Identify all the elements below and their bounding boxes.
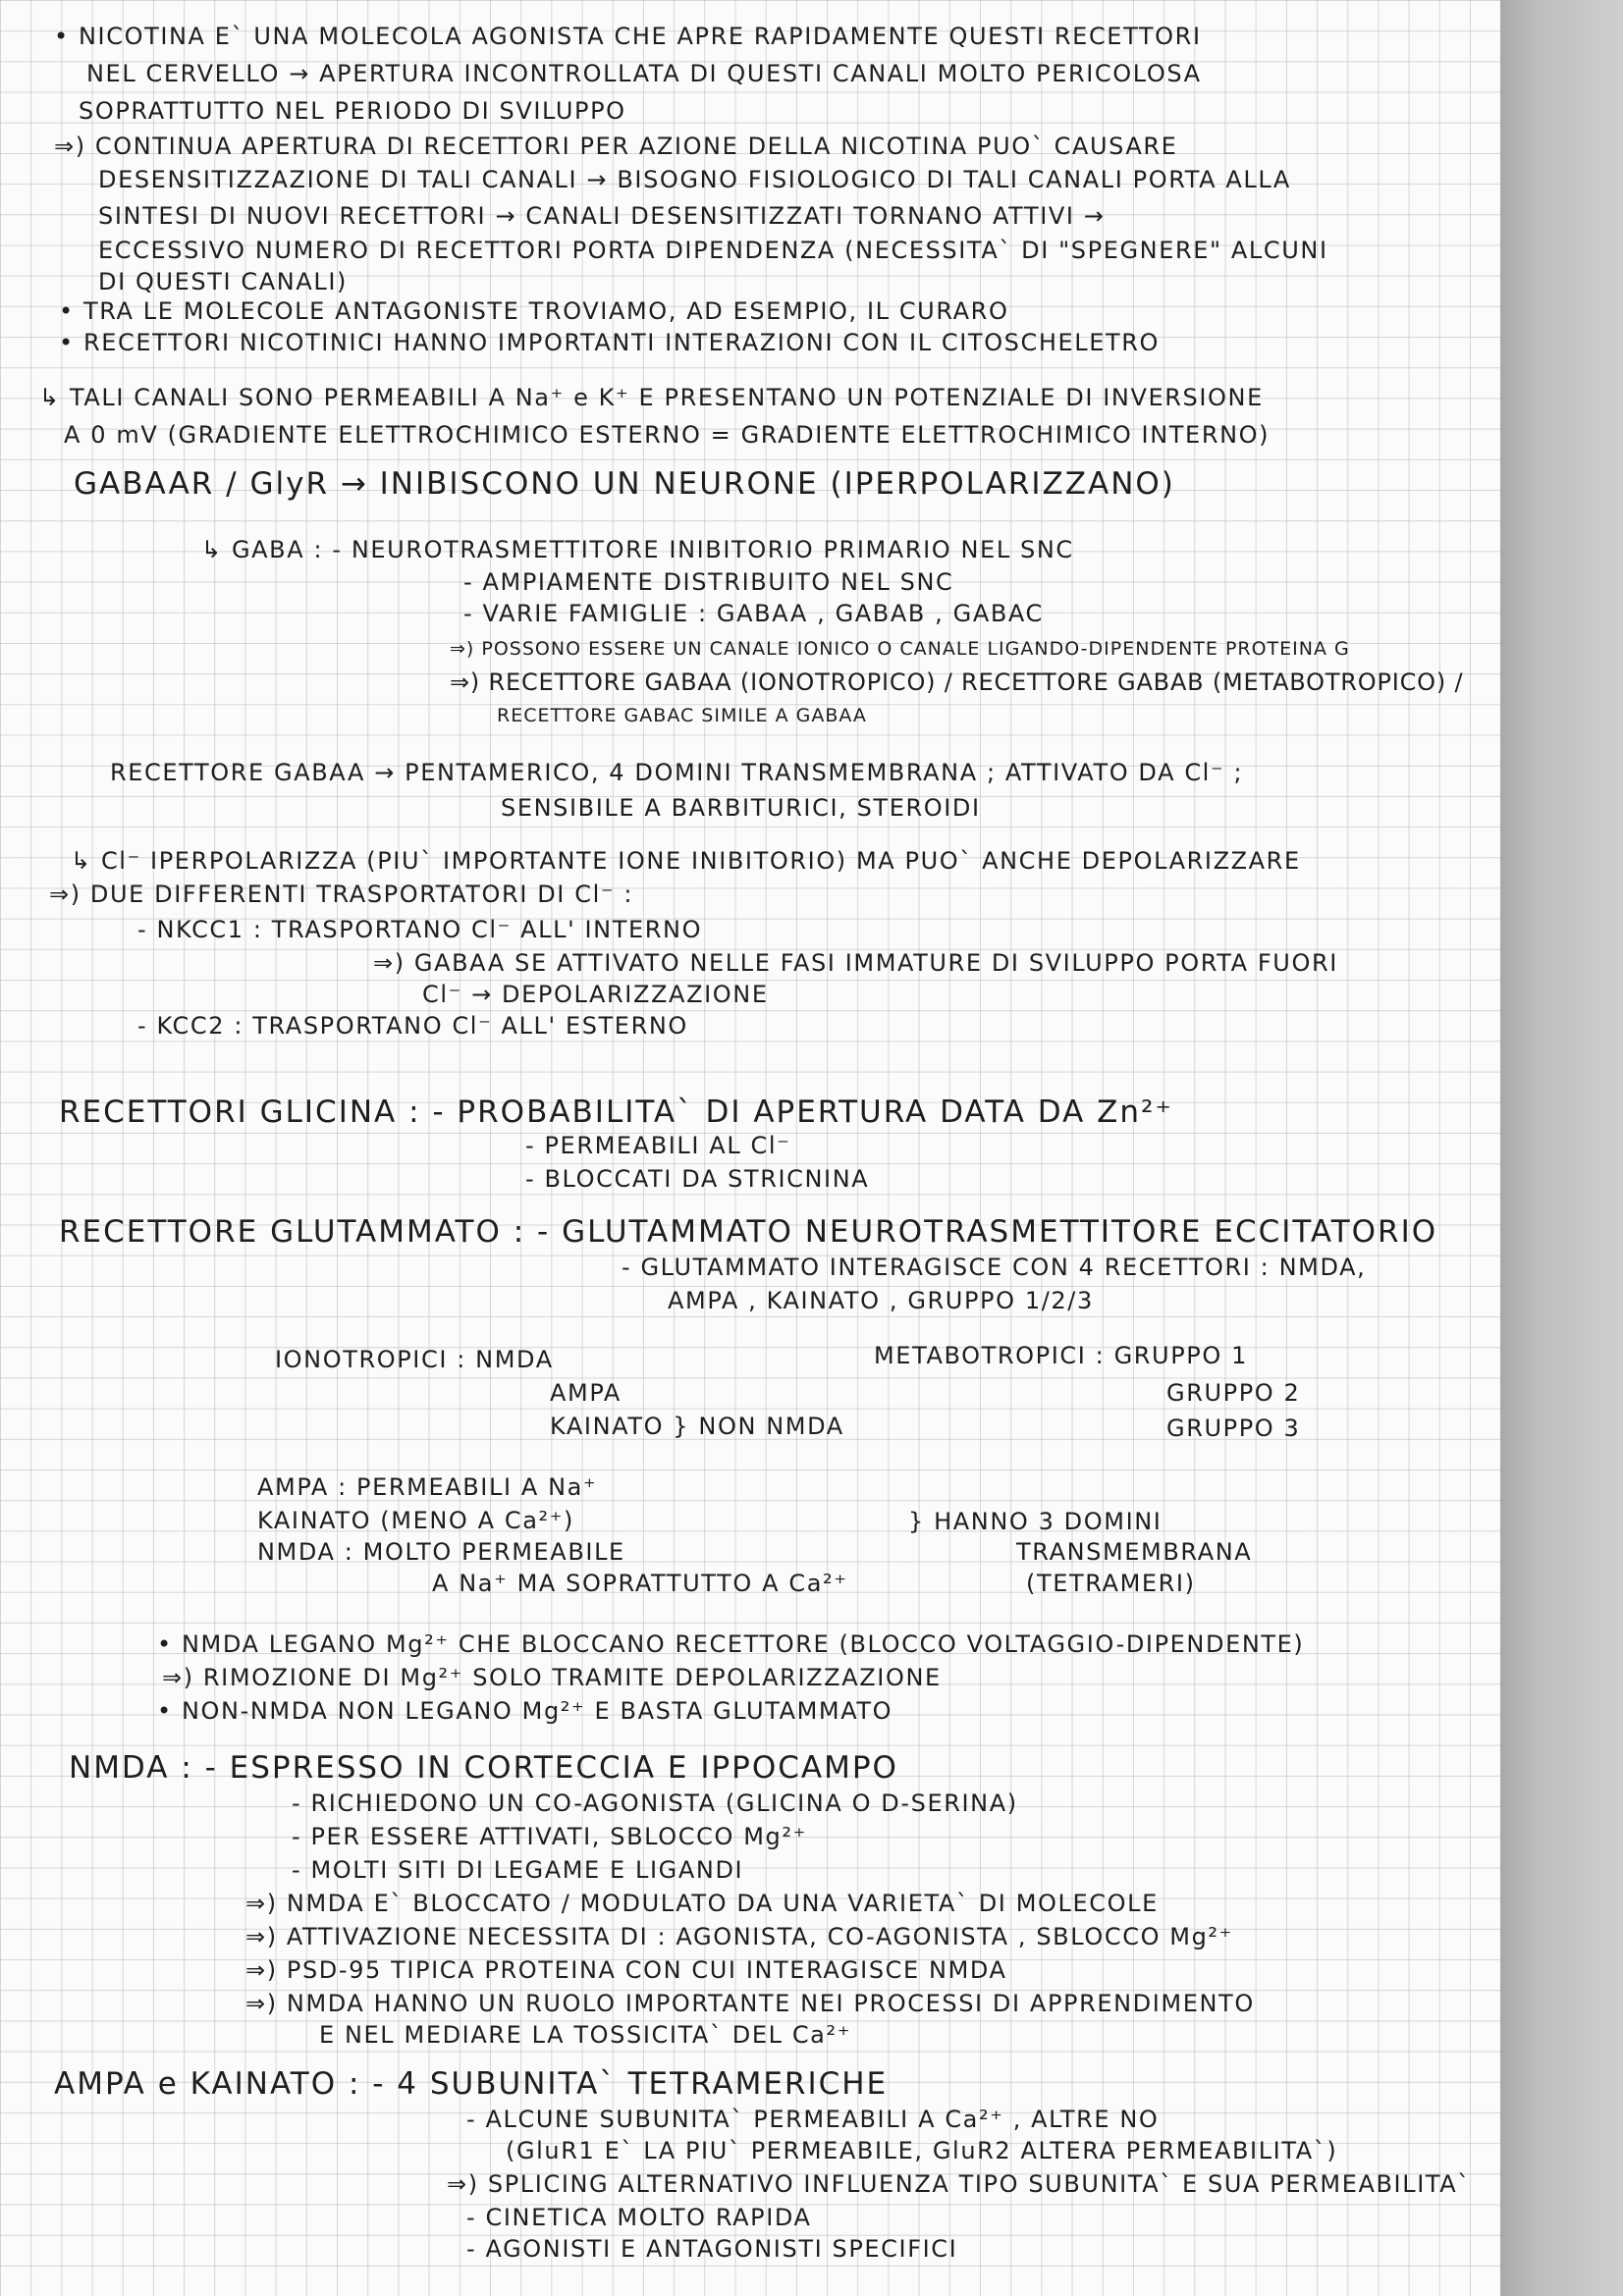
- note-line: METABOTROPICI : GRUPPO 1: [874, 1342, 1248, 1369]
- scan-background-edge: [1500, 0, 1623, 2296]
- note-line: } HANNO 3 DOMINI: [908, 1508, 1163, 1535]
- note-line: ⇒) DUE DIFFERENTI TRASPORTATORI DI Cl⁻ :: [49, 881, 634, 908]
- note-line: - PER ESSERE ATTIVATI, SBLOCCO Mg²⁺: [292, 1823, 807, 1850]
- note-line: DI QUESTI CANALI): [98, 268, 348, 295]
- section-heading-nmda: NMDA : - ESPRESSO IN CORTECCIA E IPPOCAMPO: [69, 1750, 898, 1786]
- note-line: ⇒) POSSONO ESSERE UN CANALE IONICO O CANALE LIGANDO-DIPENDENTE PROTEINA G: [450, 638, 1350, 660]
- note-line: NMDA : MOLTO PERMEABILE: [257, 1538, 625, 1566]
- note-line: DESENSITIZZAZIONE DI TALI CANALI → BISOGNO FISIOLOGICO DI TALI CANALI PORTA ALLA: [98, 166, 1291, 193]
- note-line: Cl⁻ → DEPOLARIZZAZIONE: [422, 981, 769, 1008]
- note-line: NEL CERVELLO → APERTURA INCONTROLLATA DI QUESTI CANALI MOLTO PERICOLOSA: [86, 60, 1202, 87]
- note-line: ⇒) CONTINUA APERTURA DI RECETTORI PER AZIONE DELLA NICOTINA PUO` CAUSARE: [54, 133, 1178, 160]
- note-line: ⇒) NMDA E` BLOCCATO / MODULATO DA UNA VARIETA` DI MOLECOLE: [245, 1890, 1159, 1917]
- note-line: ↳ GABA : - NEUROTRASMETTITORE INIBITORIO PRIMARIO NEL SNC: [201, 536, 1074, 563]
- note-line: - CINETICA MOLTO RAPIDA: [466, 2204, 812, 2231]
- note-line: ⇒) SPLICING ALTERNATIVO INFLUENZA TIPO SUBUNITA` E SUA PERMEABILITA`: [447, 2170, 1471, 2198]
- note-line: TRANSMEMBRANA: [1016, 1538, 1253, 1566]
- note-line: ↳ Cl⁻ IPERPOLARIZZA (PIU` IMPORTANTE IONE INIBITORIO) MA PUO` ANCHE DEPOLARIZZARE: [71, 847, 1301, 875]
- note-line: - NKCC1 : TRASPORTANO Cl⁻ ALL' INTERNO: [137, 916, 703, 943]
- note-line: - KCC2 : TRASPORTANO Cl⁻ ALL' ESTERNO: [137, 1012, 688, 1040]
- note-line: SOPRATTUTTO NEL PERIODO DI SVILUPPO: [79, 97, 626, 125]
- note-line: • NMDA LEGANO Mg²⁺ CHE BLOCCANO RECETTORE (BLOCCO VOLTAGGIO-DIPENDENTE): [157, 1630, 1305, 1658]
- note-line: ⇒) RIMOZIONE DI Mg²⁺ SOLO TRAMITE DEPOLARIZZAZIONE: [162, 1664, 942, 1691]
- note-line: AMPA : PERMEABILI A Na⁺: [257, 1473, 598, 1501]
- note-line: GRUPPO 3: [1166, 1415, 1301, 1442]
- note-line: (TETRAMERI): [1026, 1570, 1196, 1597]
- note-line: GRUPPO 2: [1166, 1379, 1301, 1407]
- note-line: A Na⁺ MA SOPRATTUTTO A Ca²⁺: [432, 1570, 848, 1597]
- section-heading-gabaar-glyr: GABAAR / GlyR → INIBISCONO UN NEURONE (IPERPOLARIZZANO): [74, 466, 1175, 502]
- note-line: ⇒) NMDA HANNO UN RUOLO IMPORTANTE NEI PROCESSI DI APPRENDIMENTO: [245, 1990, 1255, 2017]
- note-line: E NEL MEDIARE LA TOSSICITA` DEL Ca²⁺: [319, 2021, 851, 2049]
- note-line: KAINATO (MENO A Ca²⁺): [257, 1507, 574, 1534]
- note-line: - AGONISTI E ANTAGONISTI SPECIFICI: [466, 2235, 958, 2263]
- note-line: ⇒) RECETTORE GABAA (IONOTROPICO) / RECETTORE GABAB (METABOTROPICO) /: [450, 668, 1464, 696]
- note-line: ↳ TALI CANALI SONO PERMEABILI A Na⁺ e K⁺ E PRESENTANO UN POTENZIALE DI INVERSIONE: [39, 384, 1264, 411]
- note-line: AMPA , KAINATO , GRUPPO 1/2/3: [668, 1287, 1094, 1314]
- note-line: • TRA LE MOLECOLE ANTAGONISTE TROVIAMO, AD ESEMPIO, IL CURARO: [59, 297, 1009, 325]
- note-line: A 0 mV (GRADIENTE ELETTROCHIMICO ESTERNO = GRADIENTE ELETTROCHIMICO INTERNO): [64, 421, 1271, 449]
- note-line: • NICOTINA E` UNA MOLECOLA AGONISTA CHE APRE RAPIDAMENTE QUESTI RECETTORI: [54, 23, 1202, 50]
- note-line: RECETTORE GABAA → PENTAMERICO, 4 DOMINI TRANSMEMBRANA ; ATTIVATO DA Cl⁻ ;: [110, 759, 1244, 786]
- section-heading-ampa-kainato: AMPA e KAINATO : - 4 SUBUNITA` TETRAMERICHE: [54, 2066, 889, 2102]
- note-line: ⇒) PSD-95 TIPICA PROTEINA CON CUI INTERAGISCE NMDA: [245, 1956, 1007, 1984]
- note-line: ⇒) GABAA SE ATTIVATO NELLE FASI IMMATURE DI SVILUPPO PORTA FUORI: [373, 949, 1338, 977]
- note-line: (GluR1 E` LA PIU` PERMEABILE, GluR2 ALTERA PERMEABILITA`): [506, 2137, 1338, 2164]
- note-line: ECCESSIVO NUMERO DI RECETTORI PORTA DIPENDENZA (NECESSITA` DI "SPEGNERE" ALCUNI: [98, 237, 1328, 264]
- note-line: RECETTORE GABAC SIMILE A GABAA: [497, 705, 867, 726]
- note-line: - ALCUNE SUBUNITA` PERMEABILI A Ca²⁺ , ALTRE NO: [466, 2106, 1160, 2133]
- note-line: - BLOCCATI DA STRICNINA: [525, 1165, 870, 1193]
- note-line: - MOLTI SITI DI LEGAME E LIGANDI: [292, 1856, 744, 1884]
- note-line: • RECETTORI NICOTINICI HANNO IMPORTANTI INTERAZIONI CON IL CITOSCHELETRO: [59, 329, 1161, 356]
- note-line: KAINATO } NON NMDA: [550, 1413, 844, 1440]
- note-line: - GLUTAMMATO INTERAGISCE CON 4 RECETTORI : NMDA,: [622, 1254, 1367, 1281]
- note-line: - AMPIAMENTE DISTRIBUITO NEL SNC: [463, 568, 954, 596]
- note-line: SENSIBILE A BARBITURICI, STEROIDI: [501, 794, 981, 822]
- note-line: AMPA: [550, 1379, 622, 1407]
- note-line: - RICHIEDONO UN CO-AGONISTA (GLICINA O D-SERINA): [292, 1789, 1018, 1817]
- note-line: IONOTROPICI : NMDA: [275, 1346, 554, 1373]
- note-line: - VARIE FAMIGLIE : GABAA , GABAB , GABAC: [463, 600, 1044, 627]
- note-line: ⇒) ATTIVAZIONE NECESSITA DI : AGONISTA, CO-AGONISTA , SBLOCCO Mg²⁺: [245, 1923, 1233, 1950]
- note-line: - PERMEABILI AL Cl⁻: [525, 1132, 791, 1159]
- note-line: • NON-NMDA NON LEGANO Mg²⁺ E BASTA GLUTAMMATO: [157, 1697, 893, 1725]
- section-heading-recettore-glutammato: RECETTORE GLUTAMMATO : - GLUTAMMATO NEUROTRASMETTITORE ECCITATORIO: [59, 1214, 1438, 1250]
- section-heading-recettori-glicina: RECETTORI GLICINA : - PROBABILITA` DI APERTURA DATA DA Zn²⁺: [59, 1095, 1173, 1130]
- note-line: SINTESI DI NUOVI RECETTORI → CANALI DESENSITIZZATI TORNANO ATTIVI →: [98, 202, 1106, 230]
